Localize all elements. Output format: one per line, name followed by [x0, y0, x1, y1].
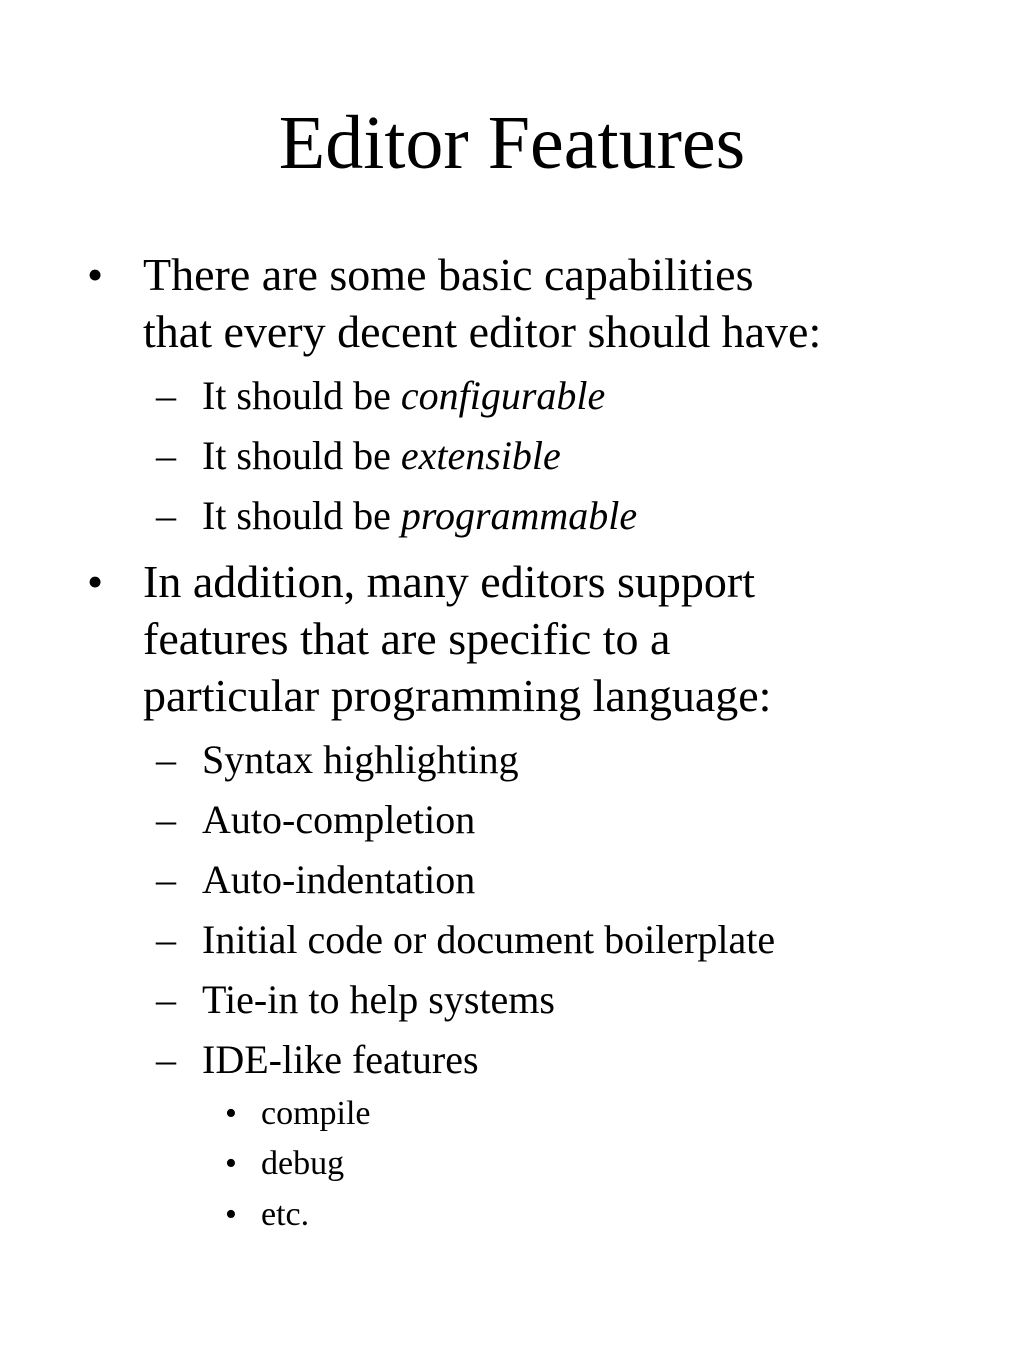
- subitem-prefix: It should be: [202, 493, 401, 538]
- subitem-boilerplate: Initial code or document boilerplate: [202, 917, 776, 962]
- dash-marker: –: [156, 977, 176, 1022]
- subitem-extensible: [202, 431, 561, 481]
- bullet-1-line-1: There are some basic capabilities: [143, 249, 754, 300]
- slide-title: Editor Features: [278, 101, 746, 185]
- dash-marker: –: [156, 797, 176, 842]
- subitem-configurable: [202, 371, 605, 421]
- subitem-prefix: It should be: [202, 433, 401, 478]
- subitem-auto-completion: Auto-completion: [202, 797, 476, 842]
- subitem-emphasis: extensible: [400, 433, 561, 478]
- bullet-1-line-2: that every decent editor should have:: [143, 306, 822, 357]
- bullet-2-line-1: In addition, many editors support: [143, 556, 755, 607]
- subitem-prefix: It should be: [202, 373, 401, 418]
- bullet-2-line-2: features that are specific to a: [143, 613, 671, 664]
- subitem-auto-indentation: Auto-indentation: [202, 857, 476, 902]
- sub-bullet-marker: •: [225, 1196, 237, 1233]
- dash-marker: –: [156, 1037, 176, 1082]
- subitem-emphasis: configurable: [400, 373, 606, 418]
- dash-marker: –: [156, 737, 176, 782]
- dash-marker: –: [156, 373, 176, 418]
- subsubitem-compile: compile: [261, 1095, 371, 1132]
- dash-marker: –: [156, 433, 176, 478]
- bullet-marker: •: [87, 249, 104, 300]
- subitem-emphasis: programmable: [400, 493, 638, 538]
- subsubitem-debug: debug: [261, 1145, 345, 1182]
- subitem-help-systems: Tie-in to help systems: [202, 977, 555, 1022]
- sub-bullet-marker: •: [225, 1095, 237, 1132]
- bullet-marker: •: [87, 556, 104, 607]
- subitem-syntax-highlighting: Syntax highlighting: [202, 737, 519, 782]
- subitem-ide-like-features: IDE-like features: [202, 1037, 479, 1082]
- bullet-2-line-3: particular programming language:: [143, 670, 772, 721]
- subsubitem-etc: etc.: [261, 1196, 310, 1233]
- subitem-programmable: [202, 491, 637, 541]
- sub-bullet-marker: •: [225, 1145, 237, 1182]
- dash-marker: –: [156, 493, 176, 538]
- dash-marker: –: [156, 917, 176, 962]
- dash-marker: –: [156, 857, 176, 902]
